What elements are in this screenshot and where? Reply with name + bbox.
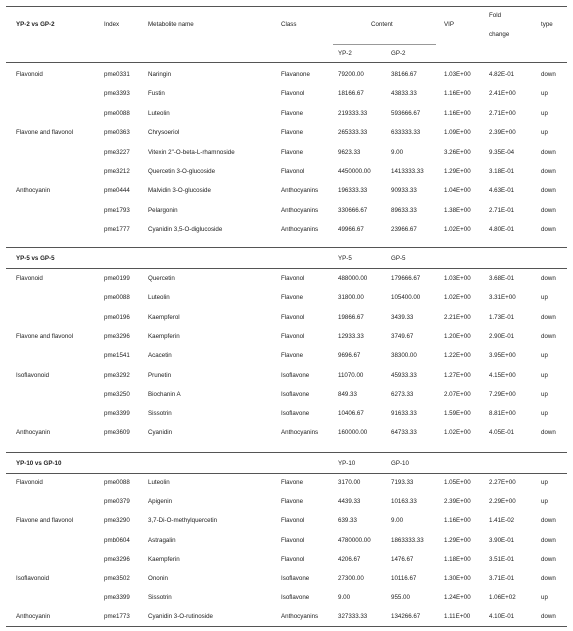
row-group: Flavonoid	[16, 479, 43, 486]
row-fold-change: 3.90E-01	[489, 537, 515, 544]
row-metabolite-name: Vitexin 2"-O-beta-L-rhamnoside	[148, 149, 235, 156]
row-metabolite-name: Quercetin 3-O-glucoside	[148, 168, 216, 175]
row-type: down	[541, 149, 556, 156]
row-metabolite-name: Kaempferin	[148, 556, 180, 563]
row-vip: 1.20E+00	[444, 333, 471, 340]
table-top-rule	[6, 6, 567, 7]
row-class: Anthocyanins	[281, 187, 319, 194]
row-fold-change: 4.10E-01	[489, 613, 515, 620]
row-content-a: 4780000.00	[338, 537, 371, 544]
row-fold-change: 3.31E+00	[489, 294, 516, 301]
row-fold-change: 8.81E+00	[489, 410, 516, 417]
row-content-b: 9.00	[391, 149, 404, 156]
row-class: Flavonol	[281, 517, 305, 524]
row-type: down	[541, 613, 556, 620]
row-type: down	[541, 168, 556, 175]
row-content-a: 19866.67	[338, 314, 364, 321]
row-class: Flavone	[281, 498, 304, 505]
metabolite-name-header: Metabolite name	[148, 21, 194, 28]
row-vip: 1.24E+00	[444, 594, 471, 601]
vip-header: VIP	[444, 21, 454, 28]
row-type: up	[541, 90, 548, 97]
row-metabolite-name: Kaempferin	[148, 333, 180, 340]
row-class: Anthocyanins	[281, 207, 319, 214]
row-content-a: 9623.33	[338, 149, 361, 156]
row-vip: 1.29E+00	[444, 537, 471, 544]
row-content-b: 7193.33	[391, 479, 414, 486]
row-content-b: 593666.67	[391, 110, 421, 117]
section-3-top-rule	[6, 452, 567, 453]
row-index: pme1541	[104, 352, 130, 359]
row-type: up	[541, 294, 548, 301]
row-index: pme0196	[104, 314, 130, 321]
row-type: down	[541, 226, 556, 233]
row-fold-change: 1.73E-01	[489, 314, 515, 321]
row-class: Flavonol	[281, 90, 305, 97]
row-content-b: 45933.33	[391, 372, 417, 379]
row-content-a: 79200.00	[338, 71, 364, 78]
row-metabolite-name: Malvidin 3-O-glucoside	[148, 187, 211, 194]
section-2-b-label: GP-5	[391, 255, 406, 262]
row-group: Flavonoid	[16, 275, 43, 282]
row-vip: 1.59E+00	[444, 410, 471, 417]
row-type: down	[541, 187, 556, 194]
row-type: up	[541, 391, 548, 398]
row-metabolite-name: Astragalin	[148, 537, 176, 544]
row-class: Isoflavone	[281, 575, 310, 582]
row-index: pme1777	[104, 226, 130, 233]
row-metabolite-name: Pelargonin	[148, 207, 178, 214]
row-type: up	[541, 479, 548, 486]
row-fold-change: 2.71E-01	[489, 207, 515, 214]
row-metabolite-name: Luteolin	[148, 110, 170, 117]
row-content-b: 105400.00	[391, 294, 421, 301]
row-content-b: 633333.33	[391, 129, 421, 136]
row-content-a: 488000.00	[338, 275, 368, 282]
row-fold-change: 3.18E-01	[489, 168, 515, 175]
row-class: Flavonol	[281, 333, 305, 340]
row-fold-change: 3.95E+00	[489, 352, 516, 359]
row-class: Isoflavone	[281, 594, 310, 601]
section-3-a-label: YP-10	[338, 460, 356, 467]
row-metabolite-name: Fustin	[148, 90, 165, 97]
row-group: Anthocyanin	[16, 429, 51, 436]
row-content-b: 38166.67	[391, 71, 417, 78]
row-group: Anthocyanin	[16, 187, 51, 194]
row-content-b: 10163.33	[391, 498, 417, 505]
row-fold-change: 4.80E-01	[489, 226, 515, 233]
row-content-b: 1476.67	[391, 556, 414, 563]
row-content-b: 91633.33	[391, 410, 417, 417]
row-index: pme3292	[104, 372, 130, 379]
row-class: Flavone	[281, 352, 304, 359]
row-class: Flavone	[281, 129, 304, 136]
class-header: Class	[281, 21, 297, 28]
row-index: pme0444	[104, 187, 130, 194]
content-underline	[333, 44, 436, 45]
row-group: Isoflavonoid	[16, 372, 50, 379]
type-header: type	[541, 21, 553, 28]
row-vip: 1.38E+00	[444, 207, 471, 214]
row-content-a: 196333.33	[338, 187, 368, 194]
row-content-b: 955.00	[391, 594, 410, 601]
row-content-b: 3749.67	[391, 333, 414, 340]
section-2-header-rule	[6, 268, 567, 269]
row-index: pme0363	[104, 129, 130, 136]
row-fold-change: 2.39E+00	[489, 129, 516, 136]
row-index: pme1793	[104, 207, 130, 214]
row-index: pme0199	[104, 275, 130, 282]
row-content-a: 4450000.00	[338, 168, 371, 175]
row-type: down	[541, 429, 556, 436]
section-2-top-rule	[6, 247, 567, 248]
row-type: down	[541, 71, 556, 78]
row-content-b: 9.00	[391, 517, 404, 524]
row-content-a: 219333.33	[338, 110, 368, 117]
row-vip: 1.16E+00	[444, 110, 471, 117]
row-type: up	[541, 110, 548, 117]
section-3-header-rule	[6, 473, 567, 474]
row-vip: 2.39E+00	[444, 498, 471, 505]
row-fold-change: 2.41E+00	[489, 90, 516, 97]
row-content-a: 330666.67	[338, 207, 368, 214]
row-content-b: 38300.00	[391, 352, 417, 359]
row-class: Anthocyanins	[281, 226, 319, 233]
row-metabolite-name: Prunetin	[148, 372, 172, 379]
row-content-b: 89633.33	[391, 207, 417, 214]
row-group: Anthocyanin	[16, 613, 51, 620]
row-fold-change: 3.68E-01	[489, 275, 515, 282]
row-content-a: 4439.33	[338, 498, 361, 505]
row-content-a: 849.33	[338, 391, 357, 398]
row-content-b: 179666.67	[391, 275, 421, 282]
row-class: Flavanone	[281, 71, 310, 78]
row-fold-change: 2.71E+00	[489, 110, 516, 117]
row-type: up	[541, 372, 548, 379]
row-fold-change: 4.15E+00	[489, 372, 516, 379]
row-index: pme3609	[104, 429, 130, 436]
row-fold-change: 3.51E-01	[489, 556, 515, 563]
row-content-a: 27300.00	[338, 575, 364, 582]
row-vip: 1.16E+00	[444, 90, 471, 97]
content-header: Content	[371, 21, 393, 28]
index-header: Index	[104, 21, 120, 28]
row-metabolite-name: Cyanidin	[148, 429, 173, 436]
row-content-a: 4206.67	[338, 556, 361, 563]
row-metabolite-name: Sissotrin	[148, 594, 172, 601]
row-index: pme3399	[104, 410, 130, 417]
row-metabolite-name: Kaempferol	[148, 314, 180, 321]
row-index: pme0088	[104, 110, 130, 117]
row-content-a: 265333.33	[338, 129, 368, 136]
row-fold-change: 1.06E+02	[489, 594, 516, 601]
row-group: Flavonoid	[16, 71, 43, 78]
row-type: down	[541, 207, 556, 214]
row-group: Flavone and flavonol	[16, 333, 74, 340]
row-content-a: 11070.00	[338, 372, 364, 379]
row-metabolite-name: Quercetin	[148, 275, 175, 282]
row-vip: 1.05E+00	[444, 479, 471, 486]
fold-header-line2: change	[489, 31, 510, 38]
row-type: down	[541, 556, 556, 563]
table-bottom-rule	[6, 626, 567, 627]
row-index: pme3227	[104, 149, 130, 156]
row-vip: 3.26E+00	[444, 149, 471, 156]
row-class: Flavonol	[281, 314, 305, 321]
row-type: down	[541, 275, 556, 282]
row-class: Isoflavone	[281, 372, 310, 379]
row-class: Anthocyanins	[281, 613, 319, 620]
row-metabolite-name: Chrysoeriol	[148, 129, 180, 136]
row-content-a: 639.33	[338, 517, 357, 524]
row-index: pme0088	[104, 294, 130, 301]
header-bottom-rule	[6, 62, 567, 63]
row-vip: 1.09E+00	[444, 129, 471, 136]
row-class: Flavonol	[281, 556, 305, 563]
row-content-a: 9.00	[338, 594, 351, 601]
row-content-a: 160000.00	[338, 429, 368, 436]
row-content-b: 10116.67	[391, 575, 417, 582]
row-vip: 1.02E+00	[444, 429, 471, 436]
row-group: Isoflavonoid	[16, 575, 50, 582]
row-content-b: 1413333.33	[391, 168, 424, 175]
row-content-b: 23966.67	[391, 226, 417, 233]
row-vip: 1.27E+00	[444, 372, 471, 379]
row-vip: 1.04E+00	[444, 187, 471, 194]
row-content-b: 134266.67	[391, 613, 421, 620]
row-index: pme0088	[104, 479, 130, 486]
row-type: down	[541, 517, 556, 524]
row-group: Flavone and flavonol	[16, 517, 74, 524]
row-metabolite-name: Biochanin A	[148, 391, 181, 398]
row-class: Flavone	[281, 149, 304, 156]
row-content-a: 3170.00	[338, 479, 361, 486]
row-type: up	[541, 129, 548, 136]
row-index: pme3502	[104, 575, 130, 582]
row-type: up	[541, 352, 548, 359]
row-fold-change: 4.82E-01	[489, 71, 515, 78]
row-index: pmb0604	[104, 537, 130, 544]
row-class: Isoflavone	[281, 391, 310, 398]
row-class: Isoflavone	[281, 410, 310, 417]
row-vip: 2.21E+00	[444, 314, 471, 321]
row-type: down	[541, 575, 556, 582]
row-metabolite-name: Luteolin	[148, 294, 170, 301]
row-index: pme3212	[104, 168, 130, 175]
row-fold-change: 2.90E-01	[489, 333, 515, 340]
row-content-b: 6273.33	[391, 391, 414, 398]
row-class: Anthocyanins	[281, 429, 319, 436]
row-content-a: 49966.67	[338, 226, 364, 233]
row-vip: 1.30E+00	[444, 575, 471, 582]
row-type: down	[541, 314, 556, 321]
row-fold-change: 1.41E-02	[489, 517, 515, 524]
row-vip: 1.18E+00	[444, 556, 471, 563]
row-index: pme3250	[104, 391, 130, 398]
row-vip: 1.02E+00	[444, 294, 471, 301]
row-fold-change: 4.63E-01	[489, 187, 515, 194]
row-metabolite-name: 3,7-Di-O-methylquercetin	[148, 517, 218, 524]
row-content-a: 12933.33	[338, 333, 364, 340]
row-index: pme3296	[104, 556, 130, 563]
section-2-title: YP-5 vs GP-5	[16, 255, 55, 262]
row-class: Flavone	[281, 294, 304, 301]
row-fold-change: 7.29E+00	[489, 391, 516, 398]
row-content-b: 43833.33	[391, 90, 417, 97]
content-b-header: GP-2	[391, 50, 406, 57]
row-class: Flavone	[281, 479, 304, 486]
row-vip: 2.07E+00	[444, 391, 471, 398]
row-type: down	[541, 333, 556, 340]
content-a-header: YP-2	[338, 50, 352, 57]
row-metabolite-name: Luteolin	[148, 479, 170, 486]
row-index: pme3296	[104, 333, 130, 340]
row-fold-change: 2.27E+00	[489, 479, 516, 486]
row-content-b: 64733.33	[391, 429, 417, 436]
row-vip: 1.22E+00	[444, 352, 471, 359]
row-type: down	[541, 537, 556, 544]
section-3-title: YP-10 vs GP-10	[16, 460, 62, 467]
row-metabolite-name: Acacetin	[148, 352, 172, 359]
fold-header-line1: Fold	[489, 12, 502, 19]
row-type: up	[541, 594, 548, 601]
row-metabolite-name: Cyanidin 3-O-rutinoside	[148, 613, 213, 620]
row-class: Flavone	[281, 110, 304, 117]
row-fold-change: 3.71E-01	[489, 575, 515, 582]
row-metabolite-name: Sissotrin	[148, 410, 172, 417]
row-class: Flavonol	[281, 168, 305, 175]
row-metabolite-name: Cyanidin 3,5-O-diglucoside	[148, 226, 223, 233]
row-vip: 1.03E+00	[444, 275, 471, 282]
row-index: pme3290	[104, 517, 130, 524]
row-content-a: 18166.67	[338, 90, 364, 97]
section-3-b-label: GP-10	[391, 460, 409, 467]
row-group: Flavone and flavonol	[16, 129, 74, 136]
row-vip: 1.16E+00	[444, 517, 471, 524]
row-fold-change: 2.29E+00	[489, 498, 516, 505]
row-content-a: 31800.00	[338, 294, 364, 301]
row-vip: 1.03E+00	[444, 71, 471, 78]
row-index: pme3399	[104, 594, 130, 601]
row-fold-change: 4.05E-01	[489, 429, 515, 436]
row-class: Flavonol	[281, 537, 305, 544]
section-2-a-label: YP-5	[338, 255, 352, 262]
row-fold-change: 9.35E-04	[489, 149, 515, 156]
row-metabolite-name: Ononin	[148, 575, 168, 582]
row-metabolite-name: Apigenin	[148, 498, 173, 505]
comparison-title: YP-2 vs GP-2	[16, 21, 55, 28]
row-vip: 1.02E+00	[444, 226, 471, 233]
row-index: pme0331	[104, 71, 130, 78]
row-vip: 1.29E+00	[444, 168, 471, 175]
row-index: pme0379	[104, 498, 130, 505]
row-vip: 1.11E+00	[444, 613, 471, 620]
row-metabolite-name: Naringin	[148, 71, 172, 78]
row-content-a: 9696.67	[338, 352, 361, 359]
row-content-b: 1863333.33	[391, 537, 424, 544]
row-index: pme1773	[104, 613, 130, 620]
row-content-a: 10406.67	[338, 410, 364, 417]
row-content-b: 3439.33	[391, 314, 414, 321]
row-type: up	[541, 410, 548, 417]
row-type: up	[541, 498, 548, 505]
row-index: pme3393	[104, 90, 130, 97]
row-class: Flavonol	[281, 275, 305, 282]
row-content-b: 90933.33	[391, 187, 417, 194]
row-content-a: 327333.33	[338, 613, 368, 620]
